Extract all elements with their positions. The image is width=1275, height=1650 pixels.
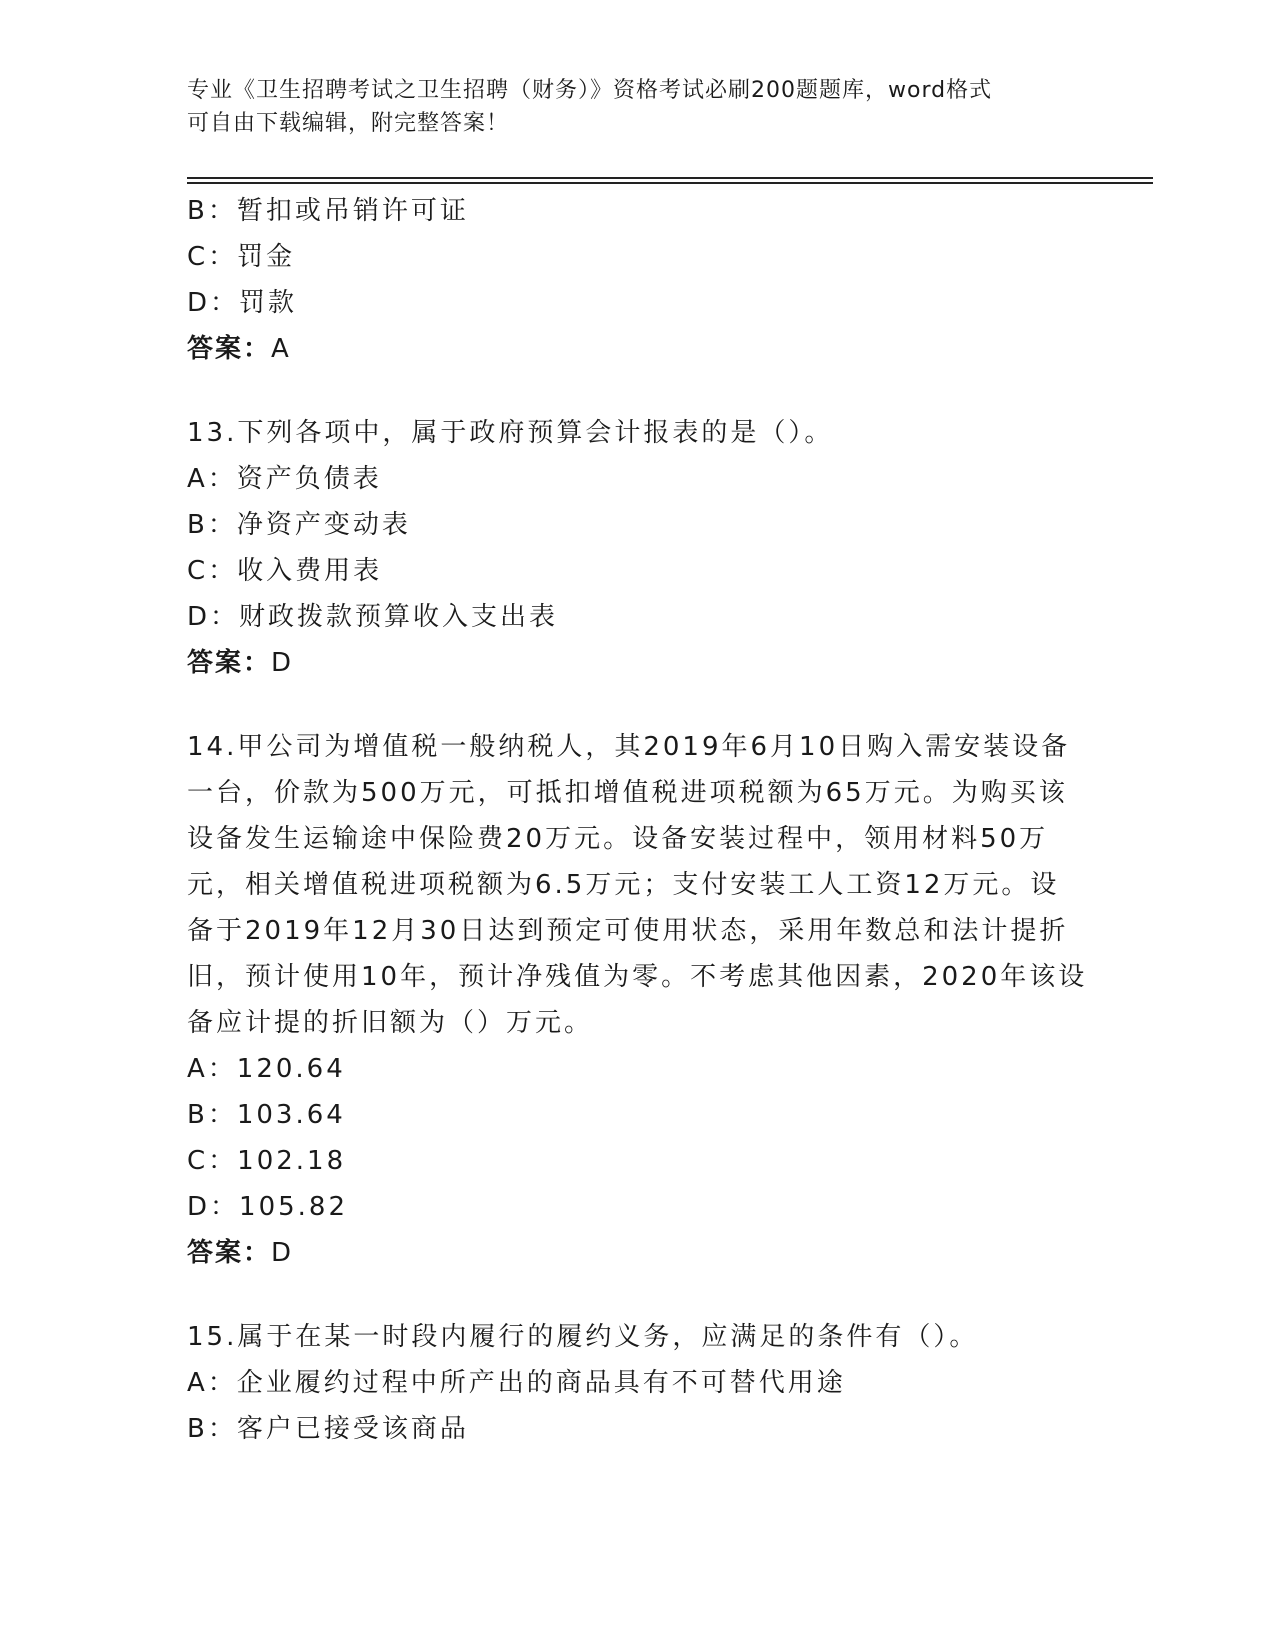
answer-label: 答案：: [187, 1238, 272, 1268]
option-c: C：收入费用表: [187, 556, 383, 586]
header-divider-top: [187, 177, 1153, 179]
document-header: [187, 74, 1067, 140]
header-divider-bottom: [187, 182, 1153, 184]
question-stem: 13.下列各项中，属于政府预算会计报表的是（）。: [187, 418, 834, 448]
question-stem-line: 设备发生运输途中保险费20万元。设备安装过程中，领用材料50万: [187, 824, 1049, 854]
option-c: C：罚金: [187, 242, 296, 272]
answer-label: 答案：: [187, 648, 272, 678]
option-a: A：资产负债表: [187, 464, 382, 494]
option-b: B：客户已接受该商品: [187, 1414, 469, 1444]
question-stem-line: 旧，预计使用10年，预计净残值为零。不考虑其他因素，2020年该设: [187, 962, 1088, 992]
question-stem-line: 元，相关增值税进项税额为6.5万元；支付安装工人工资12万元。设: [187, 870, 1060, 900]
option-a: A：120.64: [187, 1054, 346, 1084]
question-stem-line: 备应计提的折旧额为（）万元。: [187, 1008, 594, 1038]
question-stem-line: 一台，价款为500万元，可抵扣增值税进项税额为65万元。为购买该: [187, 778, 1068, 808]
question-14: [187, 724, 1087, 1276]
option-d: D：财政拨款预算收入支出表: [187, 602, 559, 632]
question-13: [187, 410, 1087, 686]
question-15: [187, 1314, 1087, 1452]
question-stem: 15.属于在某一时段内履行的履约义务，应满足的条件有（）。: [187, 1322, 979, 1352]
answer-value: D: [271, 648, 292, 678]
answer-value: D: [271, 1238, 292, 1268]
option-d: D：罚款: [187, 288, 298, 318]
document-body: [187, 188, 1087, 1452]
header-line-1: 专业《卫生招聘考试之卫生招聘（财务）》资格考试必刷200题题库，word格式: [187, 78, 993, 103]
answer-line: [187, 640, 1087, 686]
option-b: B：净资产变动表: [187, 510, 411, 540]
question-stem-line: 14.甲公司为增值税一般纳税人，其2019年6月10日购入需安装设备: [187, 732, 1071, 762]
answer-line: [187, 1230, 1087, 1276]
option-b: B：103.64: [187, 1100, 346, 1130]
option-c: C：102.18: [187, 1146, 347, 1176]
answer-label: 答案：: [187, 334, 272, 364]
answer-value: A: [271, 334, 289, 364]
question-stem-line: 备于2019年12月30日达到预定可使用状态，采用年数总和法计提折: [187, 916, 1069, 946]
option-a: A：企业履约过程中所产出的商品具有不可替代用途: [187, 1368, 846, 1398]
option-b: B：暂扣或吊销许可证: [187, 196, 469, 226]
question-12: [187, 188, 1087, 372]
option-d: D：105.82: [187, 1192, 348, 1222]
header-line-2: 可自由下载编辑，附完整答案！: [187, 111, 510, 136]
answer-line: [187, 326, 1087, 372]
